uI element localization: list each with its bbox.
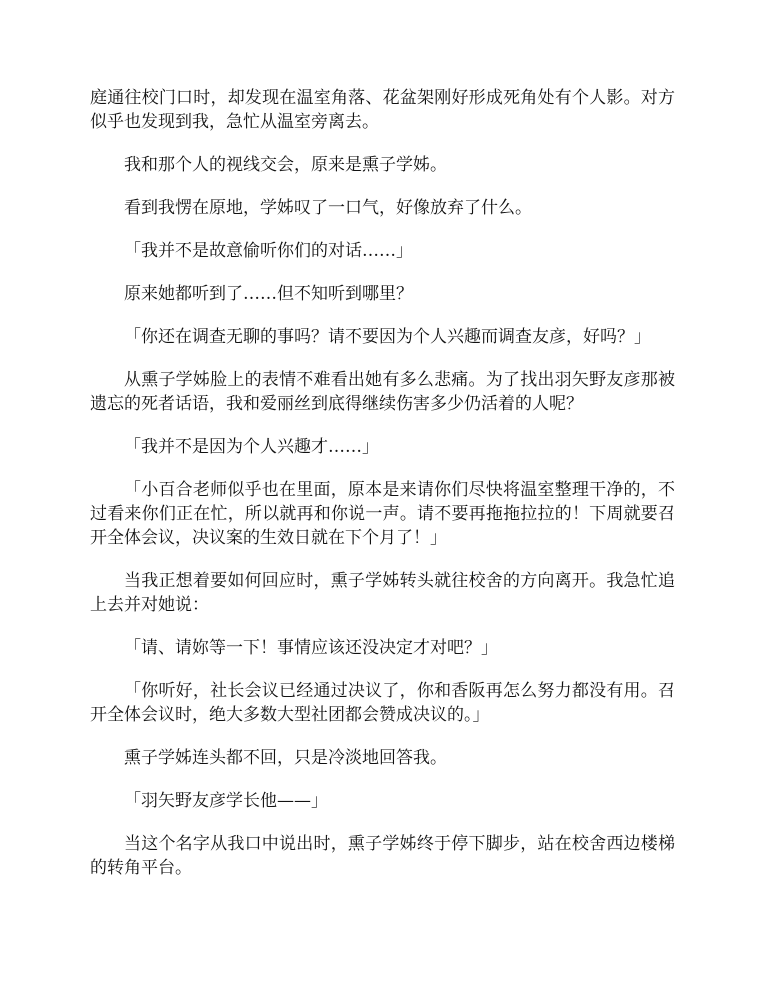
paragraph: 原来她都听到了……但不知听到哪里？ [124, 284, 413, 304]
paragraph: 「我并不是因为个人兴趣才……」 [124, 437, 379, 457]
paragraph: 「你还在调查无聊的事吗？请不要因为个人兴趣而调查友彦，好吗？」 [124, 327, 651, 347]
paragraph: 「请、请妳等一下！事情应该还没决定才对吧？」 [124, 638, 498, 658]
paragraph: 「羽矢野友彦学长他——」 [124, 791, 328, 811]
paragraph: 我和那个人的视线交会，原来是熏子学姊。 [124, 155, 447, 175]
book-page [90, 86, 675, 899]
paragraph: 当这个名字从我口中说出时，熏子学姊终于停下脚步，站在校舍西边楼梯的转角平台。 [90, 834, 675, 878]
paragraph: 熏子学姊连头都不回，只是冷淡地回答我。 [124, 748, 447, 768]
paragraph: 「小百合老师似乎也在里面，原本是来请你们尽快将温室整理干净的，不过看来你们正在忙，所以就再和你说一声。请不要再拖拖拉拉的！下周就要召开全体会议，决议案的生效日就在下个月了！」 [90, 480, 675, 548]
paragraph: 看到我愣在原地，学姊叹了一口气，好像放弃了什么。 [124, 198, 532, 218]
paragraph: 庭通往校门口时，却发现在温室角落、花盆架刚好形成死角处有个人影。对方似乎也发现到我，急忙从温室旁离去。 [90, 88, 675, 132]
paragraph: 「你听好，社长会议已经通过决议了，你和香阪再怎么努力都没有用。召开全体会议时，绝大多数大型社团都会赞成决议的。」 [90, 681, 675, 725]
paragraph: 当我正想着要如何回应时，熏子学姊转头就往校舍的方向离开。我急忙追上去并对她说： [90, 571, 675, 615]
paragraph: 从熏子学姊脸上的表情不难看出她有多么悲痛。为了找出羽矢野友彦那被遗忘的死者话语，我和爱丽丝到底得继续伤害多少仍活着的人呢？ [90, 370, 675, 414]
paragraph: 「我并不是故意偷听你们的对话……」 [124, 241, 413, 261]
